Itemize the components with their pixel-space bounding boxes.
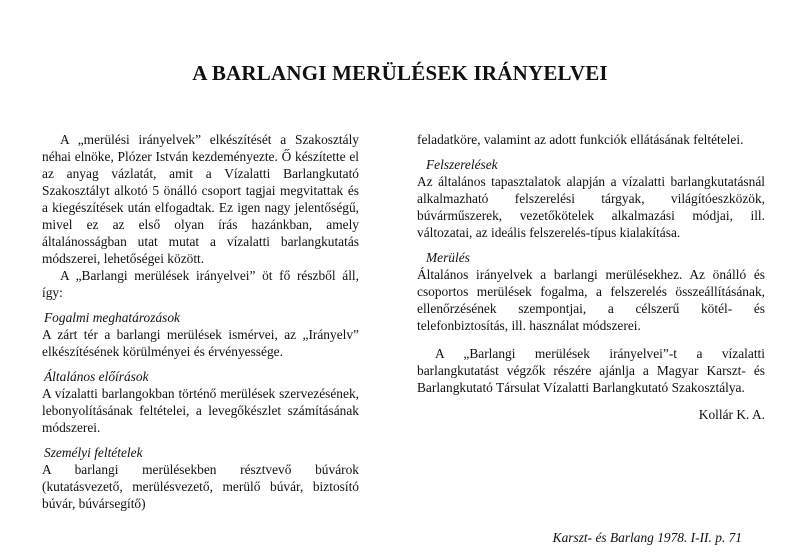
section-text-general-rules: A vízalatti barlangokban történő merülések szervezésének, lebonyolításának feltételei, a levegőkészlet számításának módszerei. xyxy=(42,386,359,435)
intro-paragraph: A „merülési irányelvek” elkészítését a Szakosztály néhai elnöke, Plózer István kezdeményezte. Ő készítette el az anyag vázlatát, amit a Vízalatti Barlangkutató Szakosztályt alkotó 5 önálló csoport tagjai megvitattak és a kiegészítések után elfogadtak. Ez igen nagy jelentőségű, mivel ez az első olyan írás hazánkban, amely általánosságban utat mutat a vízalatti barlangkutatás módszerei, lehetőségei között. xyxy=(42,132,359,266)
section-heading-definitions: Fogalmi meghatározások xyxy=(44,310,181,325)
source-citation: Karszt- és Barlang 1978. I-II. p. 71 xyxy=(552,530,742,545)
page-title: A BARLANGI MERÜLÉSEK IRÁNYELVEI xyxy=(192,61,608,85)
section-text-personnel: A barlangi merülésekben résztvevő búvárok (kutatásvezető, merülésvezető, merülő búvár, biztosító búvár, búvársegítő) xyxy=(42,462,359,511)
section-text-diving: Általános irányelvek a barlangi merülésekhez. Az önálló és csoportos merülések fogalma, a felszerelés összeállításának, ellenőrzésének szempontjai, a célszerű kötél- és telefonbiztosítás, ill. használat módszerei. xyxy=(417,267,765,333)
section-text-equipment: Az általános tapasztalatok alapján a vízalatti barlangkutatásnál alkalmazható felszerelési tárgyak, világítóeszközök, búvárműszerek, vezetőkötelek alkalmazási módjai, ill. változatai, az ideális felszerelés-típus kialakítása. xyxy=(417,174,765,240)
left-column xyxy=(42,131,359,512)
section-heading-diving: Merülés xyxy=(426,250,470,265)
section-text-personnel-continued: feladatköre, valamint az adott funkciók ellátásának feltételei. xyxy=(417,132,744,147)
closing-paragraph: A „Barlangi merülések irányelvei”-t a vízalatti barlangkutatást végzők részére ajánlja a Magyar Karszt- és Barlangkutató Társulat Vízalatti Barlangkutató Szakosztálya. xyxy=(417,346,765,395)
parts-intro-paragraph: A „Barlangi merülések irányelvei” öt fő részből áll, így: xyxy=(42,268,359,300)
section-heading-personnel: Személyi feltételek xyxy=(44,445,143,460)
section-heading-general-rules: Általános előírások xyxy=(44,369,149,384)
section-heading-equipment: Felszerelések xyxy=(426,157,498,172)
author-signature: Kollár K. A. xyxy=(698,407,765,422)
section-text-definitions: A zárt tér a barlangi merülések ismérvei, az „Irányelv” elkészítésének körülményei és érvényessége. xyxy=(42,327,359,359)
right-column xyxy=(417,131,765,423)
